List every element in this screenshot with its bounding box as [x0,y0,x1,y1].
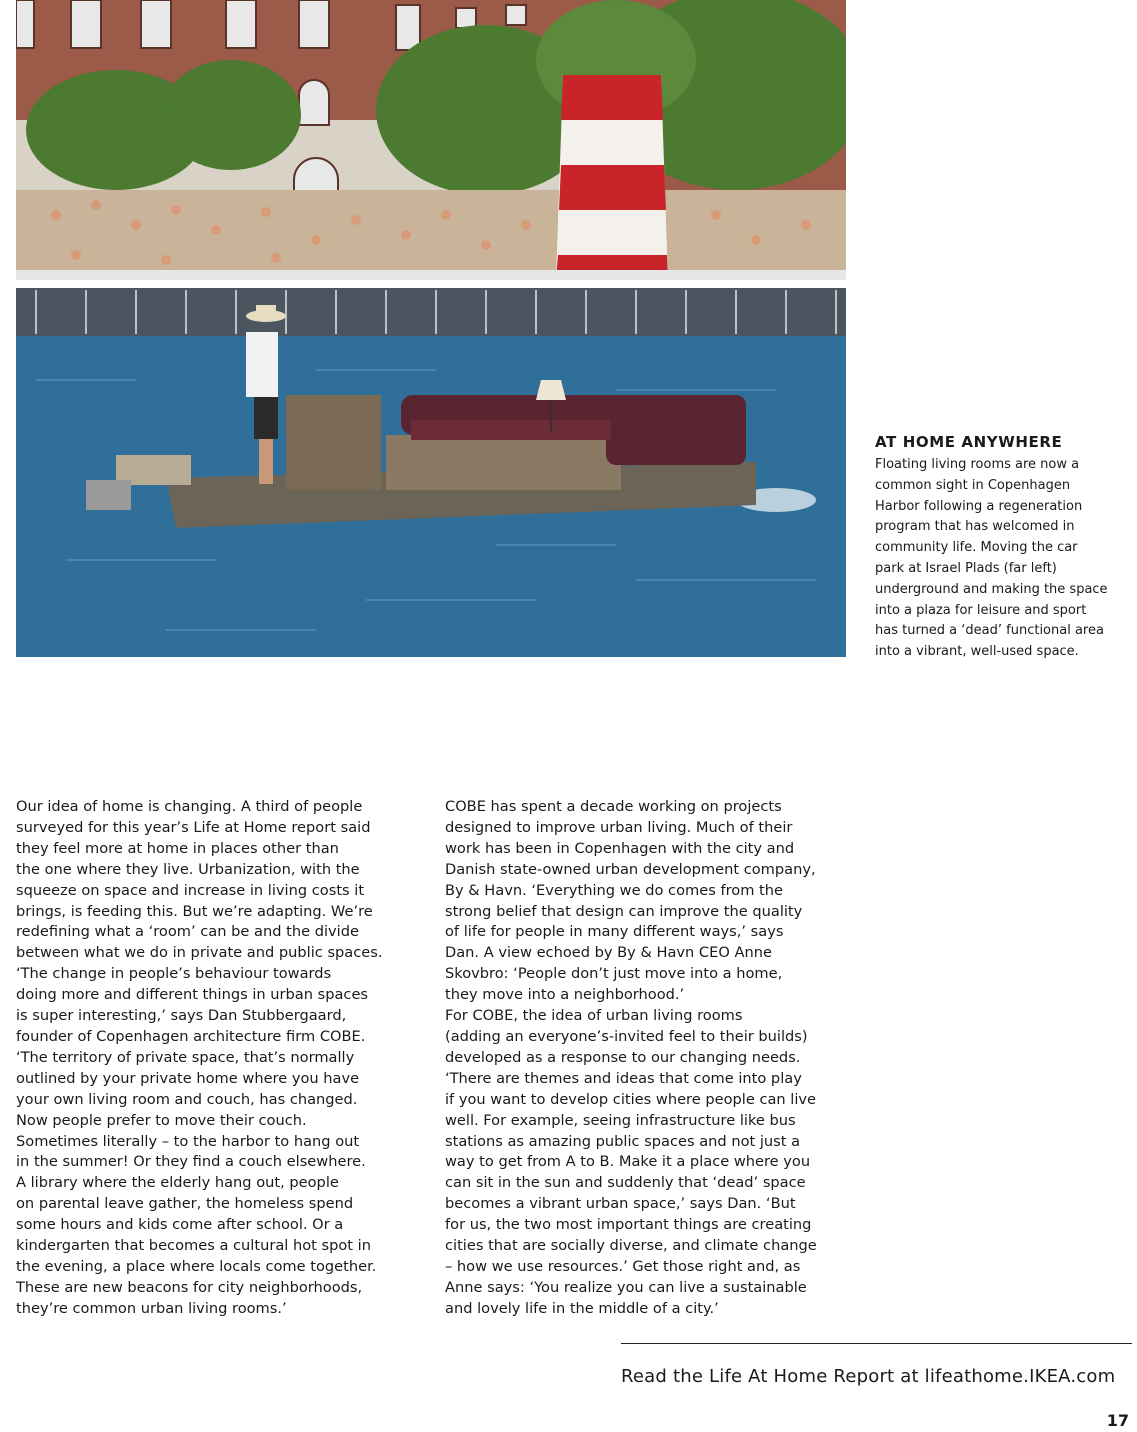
caption-body: Floating living rooms are now a common sight in Copenhagen Harbor following a regeneration program that has welcomed in community life. Moving the car park at Israel Plads (far left) underground and making the space into a plaza for leisure and sport has turned a ‘dead’ functional area into a vibrant, well-used space. [875,457,1108,660]
lighthouse-tower [556,75,668,280]
article-paragraph: COBE has spent a decade working on projects designed to improve urban living. Much of their work has been in Copenhagen with the city and Danish state-owned urban development company, By & Havn. ‘Everything we do comes from the strong belief that design can improve the quality of life for people in many different ways,’ says Dan. A view echoed by By & Havn CEO Anne Skovbro: ‘People don’t just move into a home, they move into a neighborhood.’ [445,798,816,1004]
article-column-left [16,797,421,1320]
page-number: 17 [1106,1411,1129,1430]
footer-divider [621,1343,1132,1344]
photo-caption [875,433,1130,663]
railing [16,270,846,280]
caption-title: AT HOME ANYWHERE [875,433,1063,451]
article-paragraph: For COBE, the idea of urban living rooms (adding an everyone’s-invited feel to their builds) developed as a response to our changing needs. ‘There are themes and ideas that come into play if you want to develop cities where people can live well. For example, seeing infrastructure like bus stations as amazing public spaces and not just a way to get from A to B. Make it a place where you can sit in the sun and suddenly that ‘dead’ space becomes a vibrant urban space,’ says Dan. ‘But for us, the two most important things are creating cities that are socially diverse, and climate change – how we use resources.’ Get those right and, as Anne says: ‘You realize you can live a sustainable and lovely life in the middle of a city.’ [445,1007,817,1317]
article-paragraph: Our idea of home is changing. A third of people surveyed for this year’s Life at Home report said they feel more at home in places other than the one where they live. Urbanization, with the squeeze on space and increase in living costs it brings, is feeding this. But we’re adapting. We’re redefining what a ‘room’ can be and the divide between what we do in private and public spaces. [16,798,383,962]
outboard-motor [86,480,131,510]
report-link-text: Read the Life At Home Report at lifeathome.IKEA.com [621,1366,1116,1387]
article-paragraph: ‘The change in people’s behaviour towards doing more and different things in urban spaces is super interesting,’ says Dan Stubbergaard, founder of Copenhagen architecture firm COBE. ‘The territory of private space, that’s normally outlined by your private home where you have your own living room and couch, has changed. Now people prefer to move their couch. Sometimes literally – to the harbor to hang out in the summer! Or they find a couch elsewhere. A library where the elderly hang out, people on parental leave gather, the homeless spend some hours and kids come after school. Or a kindergarten that becomes a cultural hot spot in the evening, a place where locals come together. These are new beacons for city neighborhoods, they’re common urban living rooms.’ [16,965,377,1317]
article-column-right [445,797,850,1320]
harbor-photo [16,0,846,657]
pier-wall [16,288,846,336]
plaza-crowd [16,190,846,280]
